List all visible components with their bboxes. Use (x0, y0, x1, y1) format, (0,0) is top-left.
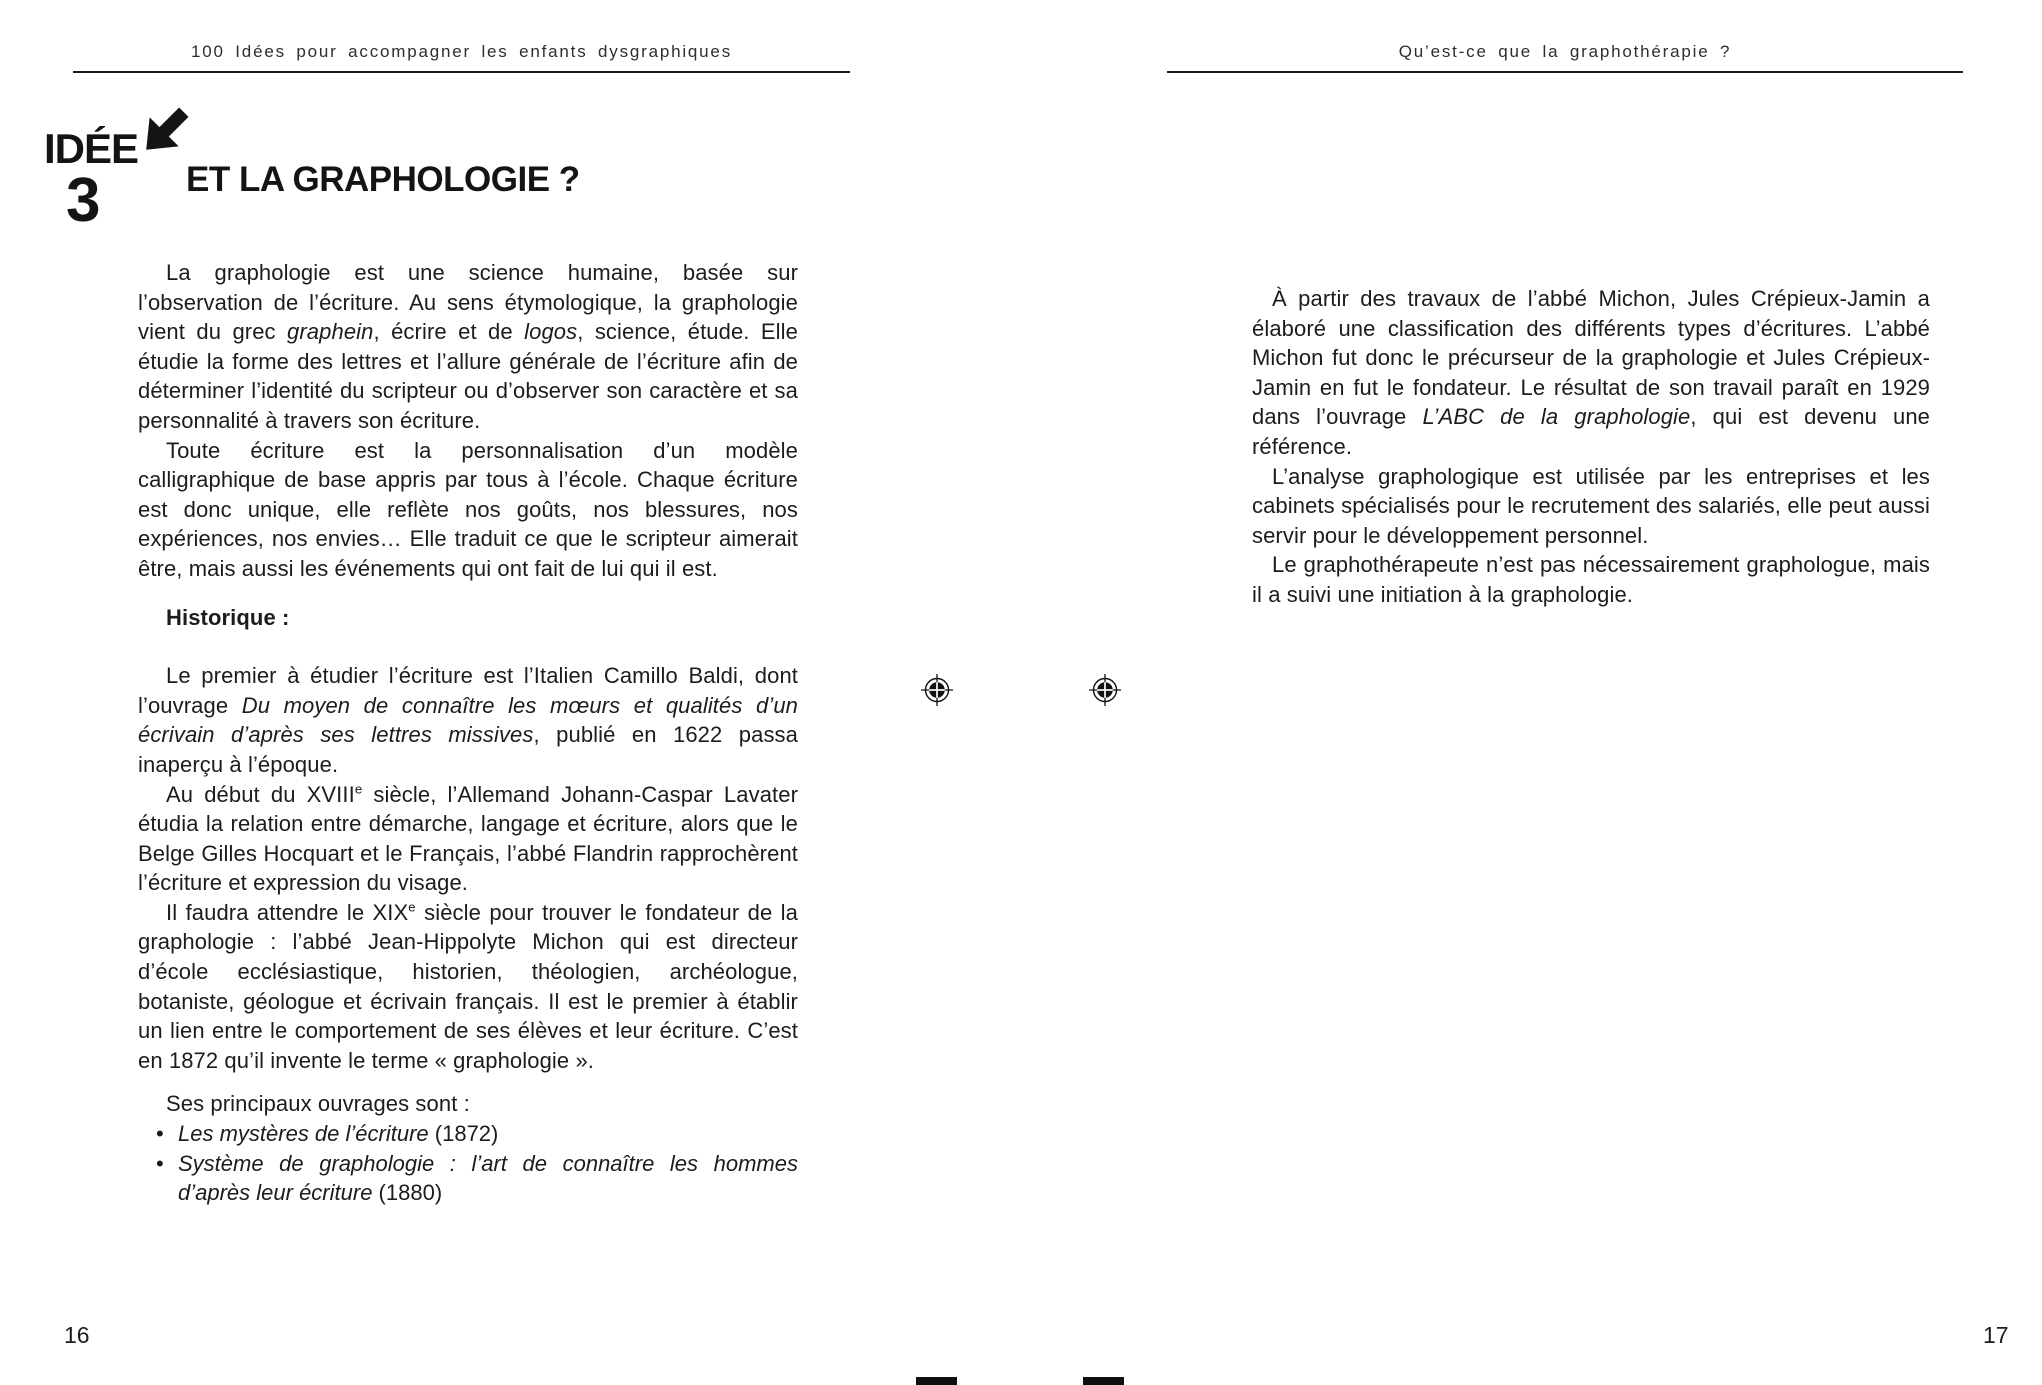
registration-mark-icon (920, 673, 954, 707)
registration-mark-icon (1088, 673, 1122, 707)
paragraph: Le graphothérapeute n’est pas nécessairement graphologue, mais il a suivi une initiation à la graphologie. (1252, 552, 1930, 607)
paragraph: À partir des travaux de l’abbé Michon, Jules Crépieux-Jamin a élaboré une classification des différents types d’écritures. L’abbé Michon fut donc le précurseur de la graphologie et Jules Crépieux-Jamin en fut le fondateur. Le résultat de son travail paraît en 1929 dans l’ouvrage L’ABC de la graphologie, qui est devenu une référence. (1252, 286, 1930, 459)
paragraph: L’analyse graphologique est utilisée par les entreprises et les cabinets spécialisés pour le recrutement des salariés, elle peut aussi servir pour le développement personnel. (1252, 463, 1930, 548)
section-heading: Historique : (166, 604, 290, 630)
right-text-column (1252, 284, 1930, 610)
idea-number: 3 (66, 166, 101, 235)
right-page-number: 17 (1983, 1322, 2009, 1348)
right-header-rule (1167, 71, 1963, 73)
work-item: • Les mystères de l’écriture (1872) (156, 1119, 798, 1149)
idea-label: IDÉE (44, 125, 139, 172)
right-running-header: Qu’est-ce que la graphothérapie ? (1398, 42, 1732, 61)
paragraph: Le premier à étudier l’écriture est l’Italien Camillo Baldi, dont l’ouvrage Du moyen de connaître les mœurs et qualités d’un écrivain d’après ses lettres missives, publié en 1622 passa inaperçu à l’époque. (138, 663, 798, 777)
left-page-number: 16 (64, 1322, 90, 1348)
works-list (138, 1119, 798, 1208)
paragraph: Au début du XVIIIe siècle, l’Allemand Johann-Caspar Lavater étudia la relation entre démarche, langage et écriture, alors que le Belge Gilles Hocquart et le Français, l’abbé Flandrin rapprochèrent l’écriture et expression du visage. (138, 781, 799, 896)
paragraph: La graphologie est une science humaine, basée sur l’observation de l’écriture. Au sens étymologique, la graphologie vient du grec graphein, écrire et de logos, science, étude. Elle étudie la forme des lettres et l’allure générale de l’écriture afin de déterminer l’identité du scripteur ou d’observer son caractère et sa personnalité à travers son écriture. (138, 260, 798, 433)
work-item: • Système de graphologie : l’art de connaître les hommes d’après leur écriture (1880) (156, 1149, 798, 1208)
page-title: ET LA GRAPHOLOGIE ? (186, 160, 580, 199)
left-running-header: 100 Idées pour accompagner les enfants dysgraphiques (191, 42, 732, 61)
crop-mark (1083, 1377, 1124, 1385)
left-header-rule (73, 71, 850, 73)
crop-mark (916, 1377, 957, 1385)
right-page (1021, 0, 2042, 1385)
left-text-column (138, 246, 798, 1208)
arrow-down-right-icon (136, 102, 194, 160)
works-intro: Ses principaux ouvrages sont : (166, 1091, 470, 1117)
paragraph: Il faudra attendre le XIXe siècle pour trouver le fondateur de la graphologie : l’abbé Jean-Hippolyte Michon qui est directeur d’école ecclésiastique, historien, théologien, archéologue, botaniste, géologue et écrivain français. Il est le premier à établir un lien entre le comportement de ses élèves et leur écriture. C’est en 1872 qu’il invente le terme « graphologie ». (138, 899, 798, 1073)
paragraph: Toute écriture est la personnalisation d’un modèle calligraphique de base appris par tous à l’école. Chaque écriture est donc unique, elle reflète nos goûts, nos blessures, nos expériences, nos envies… Elle traduit ce que le scripteur aimerait être, mais aussi les événements qui ont fait de lui qui il est. (138, 437, 798, 581)
